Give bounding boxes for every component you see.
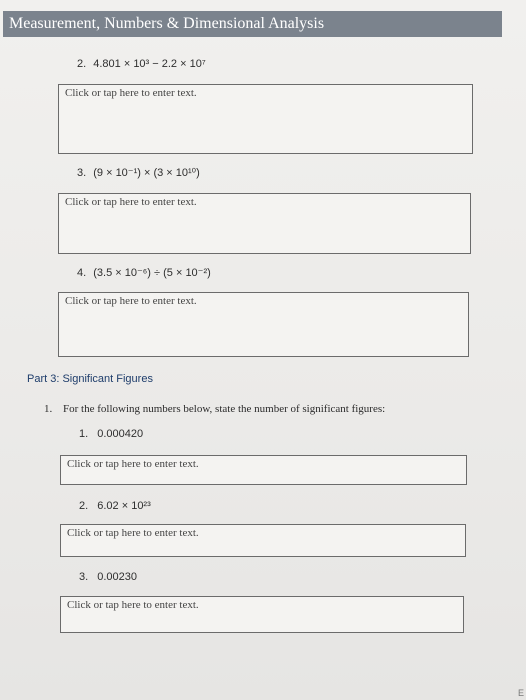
question-number: 4. (77, 267, 87, 279)
answer-field-sigfig-3[interactable] (60, 596, 464, 633)
question-number: 3. (77, 167, 87, 179)
answer-field-sigfig-2[interactable] (60, 524, 466, 557)
question-expression: (3.5 × 10⁻⁶) ÷ (5 × 10⁻²) (93, 267, 211, 279)
answer-field-q4[interactable] (58, 292, 469, 357)
item-value: 0.00230 (97, 571, 138, 583)
question-expression: 4.801 × 10³ − 2.2 × 10⁷ (93, 58, 206, 70)
instruction-text: For the following numbers below, state the number of significant figures: (63, 403, 386, 415)
answer-field-sigfig-1[interactable] (60, 455, 467, 485)
question-expression: (9 × 10⁻¹) × (3 × 10¹⁰) (93, 167, 200, 179)
answer-placeholder: Click or tap here to enter text. (65, 295, 197, 307)
section-header: Measurement, Numbers & Dimensional Analysis (3, 11, 502, 37)
sigfig-item-3 (79, 571, 137, 583)
item-number: 1. (79, 428, 89, 440)
answer-placeholder: Click or tap here to enter text. (67, 458, 199, 470)
question-number: 2. (77, 58, 87, 70)
answer-field-q3[interactable] (58, 193, 471, 254)
answer-field-q2[interactable] (58, 84, 473, 154)
sigfig-item-1 (79, 428, 143, 440)
question-4-expression (77, 266, 211, 279)
item-number: 2. (79, 500, 89, 512)
answer-placeholder: Click or tap here to enter text. (65, 87, 197, 99)
item-value: 6.02 × 10²³ (97, 500, 151, 512)
corner-mark: E (517, 688, 524, 698)
instruction-number: 1. (44, 403, 53, 415)
question-3-expression (77, 166, 200, 179)
answer-placeholder: Click or tap here to enter text. (67, 599, 199, 611)
item-number: 3. (79, 571, 89, 583)
sigfig-item-2 (79, 500, 151, 512)
answer-placeholder: Click or tap here to enter text. (67, 527, 199, 539)
answer-placeholder: Click or tap here to enter text. (65, 196, 197, 208)
item-value: 0.000420 (97, 428, 144, 440)
part-3-instruction (44, 403, 385, 415)
part-3-heading: Part 3: Significant Figures (27, 373, 153, 385)
question-2-expression (77, 58, 206, 70)
